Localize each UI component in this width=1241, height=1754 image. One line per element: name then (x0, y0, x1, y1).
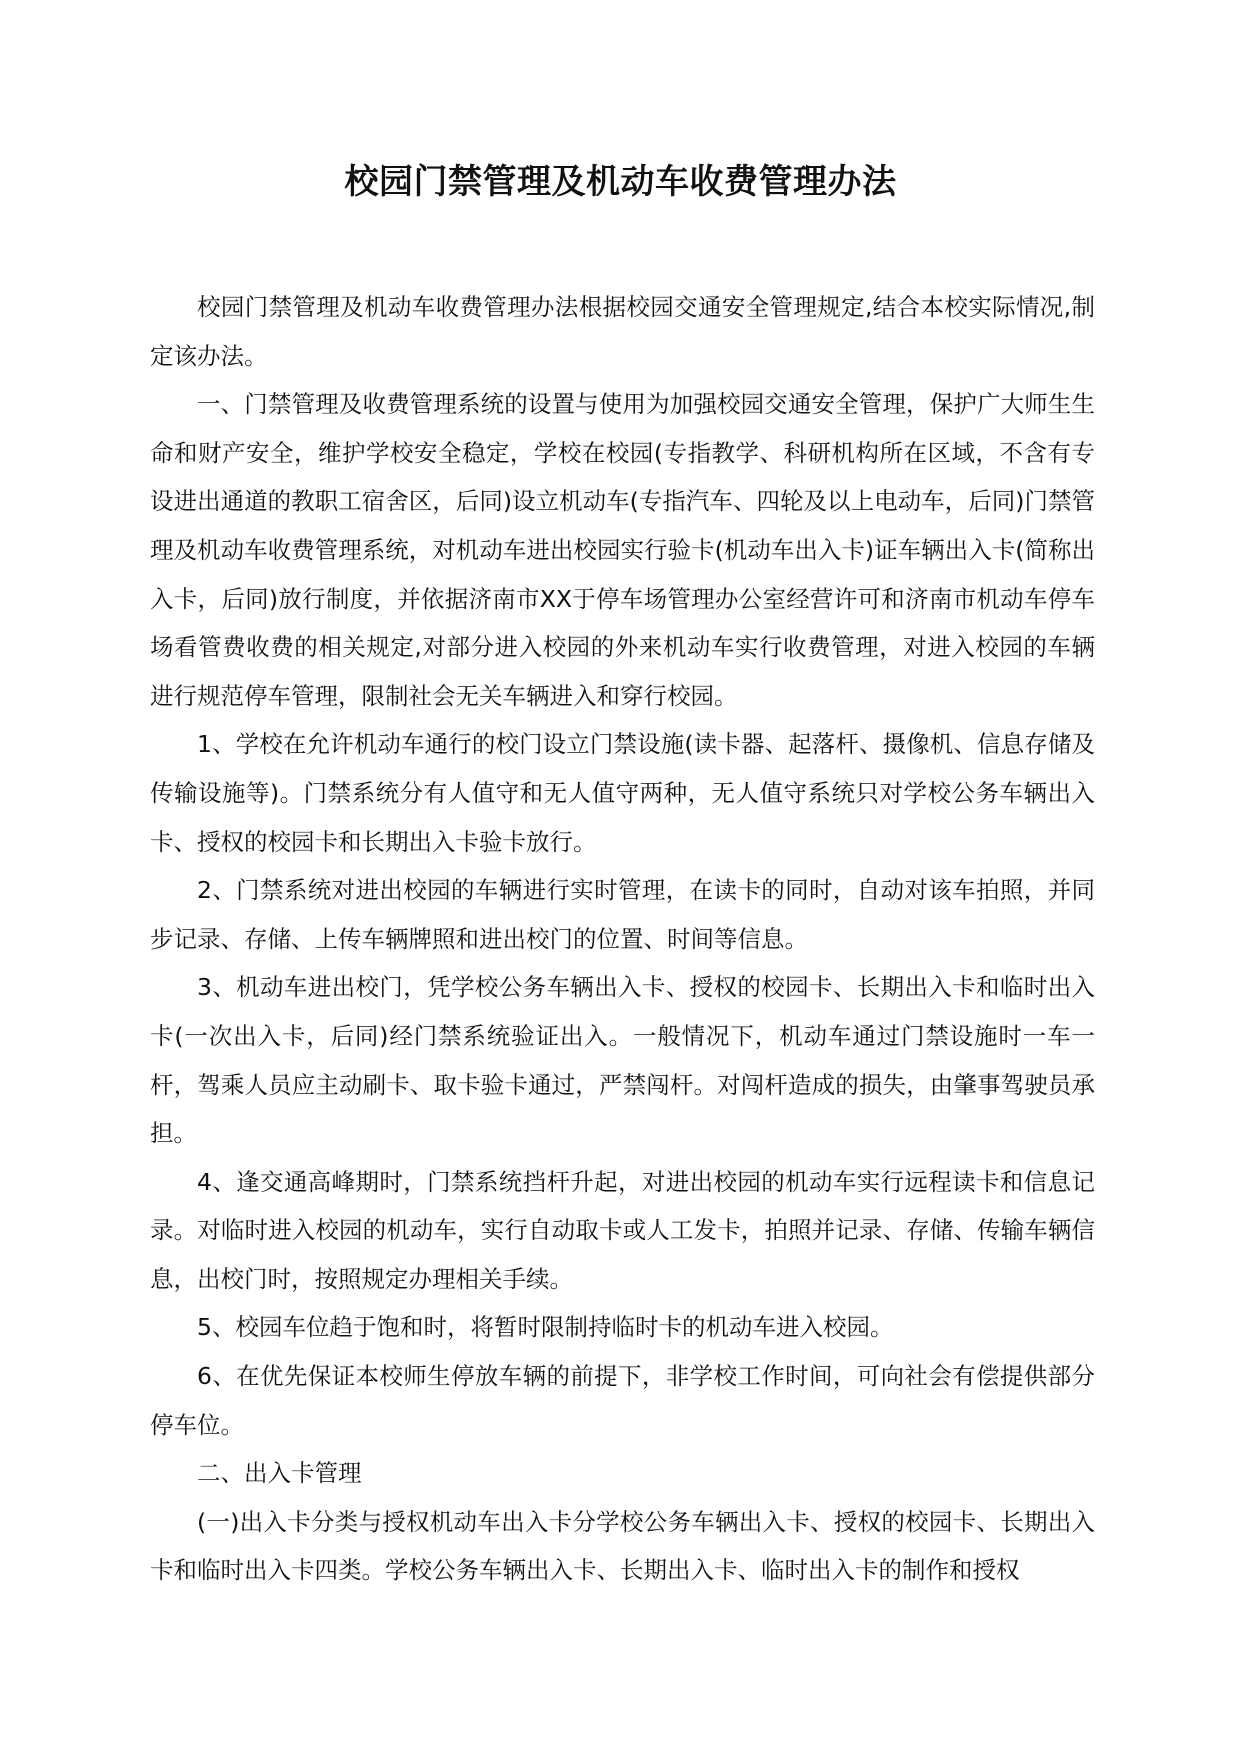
intro-paragraph: 校园门禁管理及机动车收费管理办法根据校园交通安全管理规定,结合本校实际情况,制定该办法。 (150, 293, 1095, 370)
section-two-heading: 二、出入卡管理 (197, 1459, 362, 1488)
item-5-paragraph: 5、校园车位趋于饱和时，将暂时限制持临时卡的机动车进入校园。 (197, 1313, 894, 1342)
subsection-one-paragraph: (一)出入卡分类与授权机动车出入卡分学校公务车辆出入卡、授权的校园卡、长期出入卡和临时出入卡四类。学校公务车辆出入卡、长期出入卡、临时出入卡的制作和授权 (150, 1507, 1095, 1585)
item-4-paragraph: 4、逢交通高峰期时，门禁系统挡杆升起，对进出校园的机动车实行远程读卡和信息记录。对临时进入校园的机动车，实行自动取卡或人工发卡，拍照并记录、存储、传输车辆信息，出校门时，按照规定办理相关手续。 (150, 1167, 1095, 1293)
item-2-paragraph: 2、门禁系统对进出校园的车辆进行实时管理，在读卡的同时，自动对该车拍照，并同步记录、存储、上传车辆牌照和进出校门的位置、时间等信息。 (150, 876, 1095, 953)
document-body (150, 283, 1095, 1595)
document-title: 校园门禁管理及机动车收费管理办法 (344, 162, 897, 202)
item-1-paragraph: 1、学校在允许机动车通行的校门设立门禁设施(读卡器、起落杆、摄像机、信息存储及传输设施等)。门禁系统分有人值守和无人值守两种，无人值守系统只对学校公务车辆出入卡、授权的校园卡和长期出入卡验卡放行。 (150, 730, 1095, 856)
item-6-paragraph: 6、在优先保证本校师生停放车辆的前提下，非学校工作时间，可向社会有偿提供部分停车位。 (150, 1362, 1095, 1439)
item-3-paragraph: 3、机动车进出校门，凭学校公务车辆出入卡、授权的校园卡、长期出入卡和临时出入卡(一次出入卡，后同)经门禁系统验证出入。一般情况下，机动车通过门禁设施时一车一杆，驾乘人员应主动刷卡、取卡验卡通过，严禁闯杆。对闯杆造成的损失，由肇事驾驶员承担。 (150, 973, 1095, 1148)
section-one-paragraph: 一、门禁管理及收费管理系统的设置与使用为加强校园交通安全管理，保护广大师生生命和财产安全，维护学校安全稳定，学校在校园(专指教学、科研机构所在区域，不含有专设进出通道的教职工宿舍区，后同)设立机动车(专指汽车、四轮及以上电动车，后同)门禁管理及机动车收费管理系统，对机动车进出校园实行验卡(机动车出入卡)证车辆出入卡(简称出入卡，后同)放行制度，并依据济南市XX于停车场管理办公室经营许可和济南市机动车停车场看管费收费的相关规定,对部分进入校园的外来机动车实行收费管理，对进入校园的车辆进行规范停车管理，限制社会无关车辆进入和穿行校园。 (150, 390, 1095, 710)
